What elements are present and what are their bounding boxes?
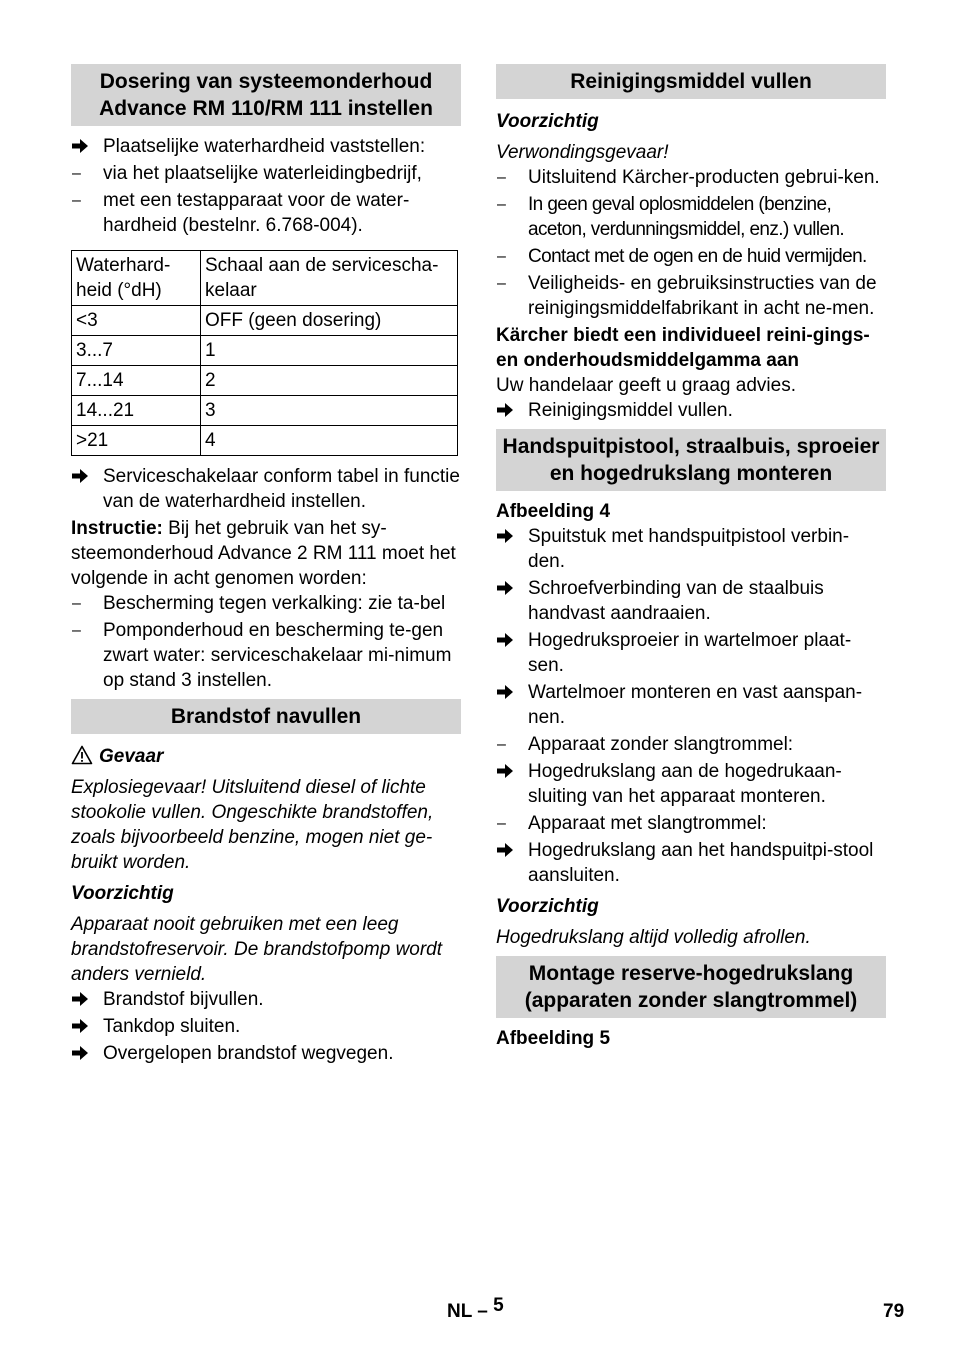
warning-triangle-icon [71, 745, 93, 765]
list-item-text: Brandstof bijvullen. [103, 989, 264, 1010]
arrow-right-icon [71, 987, 95, 1012]
list-item [71, 987, 461, 1012]
list-item-text: Overgelopen brandstof wegvegen. [103, 1043, 394, 1064]
arrow-right-icon [496, 576, 520, 601]
dash-bullet-icon: – [72, 165, 81, 182]
list-item [496, 271, 886, 321]
list-item [496, 759, 886, 809]
table-row [72, 306, 458, 336]
list-item-text: Apparaat zonder slangtrommel: [528, 734, 794, 755]
list-item [496, 811, 886, 836]
list-item-text: Uitsluitend Kärcher-producten gebrui-ken. [528, 167, 880, 188]
section-heading-dosering: Dosering van systeemonderhoud Advance RM 110/RM 111 instellen [71, 64, 461, 126]
voorzichtig-text: Hogedrukslang altijd volledig afrollen. [496, 927, 811, 948]
table-cell: 3...7 [72, 336, 201, 366]
table-cell: 2 [201, 366, 458, 396]
gevaar-heading [71, 744, 461, 769]
gevaar-text: Explosiegevaar! Uitsluitend diesel of lichte stookolie vullen. Ongeschikte brandstoffen, zoals bijvoorbeeld benzine, mogen niet ge-bruikt worden. [71, 777, 434, 873]
list-item [71, 1014, 461, 1039]
list-item [496, 398, 886, 423]
gevaar-label: Gevaar [99, 746, 164, 767]
dash-bullet-icon: – [497, 169, 506, 186]
list-item-text: Veiligheids- en gebruiksinstructies van de reinigingsmiddelfabrikant in acht ne-men. [528, 273, 877, 319]
list-item-text: via het plaatselijke waterleidingbedrijf, [103, 163, 422, 184]
verwondingsgevaar-text: Verwondingsgevaar! [496, 142, 669, 163]
table-cell: >21 [72, 426, 201, 456]
list-item-text: Hogedruksproeier in wartelmoer plaat-sen. [528, 630, 852, 676]
arrow-right-icon [496, 838, 520, 863]
arrow-right-icon [496, 398, 520, 423]
list-item [496, 192, 886, 242]
list-item [71, 618, 461, 693]
footer-separator: – [477, 1301, 488, 1322]
table-cell: 7...14 [72, 366, 201, 396]
figure-reference: Afbeelding 5 [496, 1028, 611, 1049]
arrow-right-icon [71, 1041, 95, 1066]
table-row [72, 366, 458, 396]
arrow-right-icon [496, 680, 520, 705]
list-item-text: Hogedrukslang aan het handspuitpi-stool aansluiten. [528, 840, 874, 886]
gamma-note: Kärcher biedt een individueel reini-gings- en onderhoudsmiddelgamma aan [496, 325, 870, 371]
list-item [496, 732, 886, 757]
list-item [496, 628, 886, 678]
voorzichtig-heading: Voorzichtig [496, 896, 599, 917]
list-item [71, 591, 461, 616]
list-item [496, 524, 886, 574]
arrow-right-icon [496, 524, 520, 549]
voorzichtig-heading: Voorzichtig [71, 883, 174, 904]
table-cell: 4 [201, 426, 458, 456]
table-header-cell: Schaal aan de servicescha-kelaar [201, 251, 458, 306]
arrow-right-icon [496, 628, 520, 653]
arrow-right-icon [496, 759, 520, 784]
list-item-text: Hogedrukslang aan de hogedrukaan-sluiting van het apparaat monteren. [528, 761, 842, 807]
water-hardness-table [71, 250, 458, 456]
list-item [71, 188, 461, 238]
section-heading-reinigingsmiddel: Reinigingsmiddel vullen [496, 64, 886, 99]
voorzichtig-heading: Voorzichtig [496, 111, 599, 132]
instructie-text: Bij het gebruik van het sy-steemonderhoud Advance 2 RM 111 moet het volgende in acht genomen worden: [71, 518, 456, 589]
left-column [71, 64, 461, 1068]
advies-note: Uw handelaar geeft u graag advies. [496, 375, 796, 396]
dash-bullet-icon: – [497, 196, 506, 213]
table-header-row [72, 251, 458, 306]
list-item [496, 838, 886, 888]
table-row [72, 396, 458, 426]
list-item-text: Spuitstuk met handspuitpistool verbin-den. [528, 526, 850, 572]
list-item [496, 244, 886, 269]
list-item-text: Plaatselijke waterhardheid vaststellen: [103, 136, 426, 157]
instructie-paragraph [71, 516, 461, 591]
list-item-text: Serviceschakelaar conform tabel in functie van de waterhardheid instellen. [103, 466, 460, 512]
table-cell: 14...21 [72, 396, 201, 426]
dash-bullet-icon: – [497, 248, 506, 265]
footer-section-page: 5 [493, 1295, 504, 1316]
table-cell: <3 [72, 306, 201, 336]
section-heading-montage: Montage reserve-hogedrukslang (apparaten zonder slangtrommel) [496, 956, 886, 1018]
list-item [71, 464, 461, 514]
arrow-right-icon [71, 464, 95, 489]
list-item-text: Contact met de ogen en de huid vermijden. [528, 246, 867, 267]
footer-language-section [447, 1295, 504, 1324]
right-column [496, 64, 886, 1051]
dash-bullet-icon: – [497, 736, 506, 753]
list-item [496, 165, 886, 190]
list-item-text: Bescherming tegen verkalking: zie ta-bel [103, 593, 446, 614]
list-item [71, 161, 461, 186]
list-item-text: In geen geval oplosmiddelen (benzine, aceton, verdunningsmiddel, enz.) vullen. [528, 194, 845, 240]
table-cell: OFF (geen dosering) [201, 306, 458, 336]
dash-bullet-icon: – [497, 815, 506, 832]
list-item-text: Reinigingsmiddel vullen. [528, 400, 733, 421]
list-item-text: Schroefverbinding van de staalbuis handvast aandraaien. [528, 578, 824, 624]
section-heading-handspuitpistool: Handspuitpistool, straalbuis, sproeier en hogedrukslang monteren [496, 429, 886, 491]
dash-bullet-icon: – [72, 595, 81, 612]
list-item-text: met een testapparaat voor de water-hardheid (bestelnr. 6.768-004). [103, 190, 410, 236]
list-item-text: Apparaat met slangtrommel: [528, 813, 767, 834]
instructie-label: Instructie: [71, 518, 163, 539]
table-header-cell: Waterhard-heid (°dH) [72, 251, 201, 306]
arrow-right-icon [71, 134, 95, 159]
dash-bullet-icon: – [72, 622, 81, 639]
list-item-text: Tankdop sluiten. [103, 1016, 241, 1037]
table-cell: 1 [201, 336, 458, 366]
list-item-text: Pomponderhoud en bescherming te-gen zwart water: serviceschakelaar mi-nimum op stand 3 instellen. [103, 620, 452, 691]
footer-language: NL [447, 1301, 472, 1322]
arrow-right-icon [71, 1014, 95, 1039]
figure-reference: Afbeelding 4 [496, 501, 611, 522]
page-number: 79 [883, 1301, 905, 1322]
list-item [71, 134, 461, 159]
table-cell: 3 [201, 396, 458, 426]
section-heading-brandstof: Brandstof navullen [71, 699, 461, 734]
list-item [496, 576, 886, 626]
dash-bullet-icon: – [72, 192, 81, 209]
list-item [496, 680, 886, 730]
dash-bullet-icon: – [497, 275, 506, 292]
table-row [72, 426, 458, 456]
table-row [72, 336, 458, 366]
voorzichtig-text: Apparaat nooit gebruiken met een leeg brandstofreservoir. De brandstofpomp wordt anders vernield. [71, 914, 443, 985]
list-item [71, 1041, 461, 1066]
list-item-text: Wartelmoer monteren en vast aanspan-nen. [528, 682, 863, 728]
